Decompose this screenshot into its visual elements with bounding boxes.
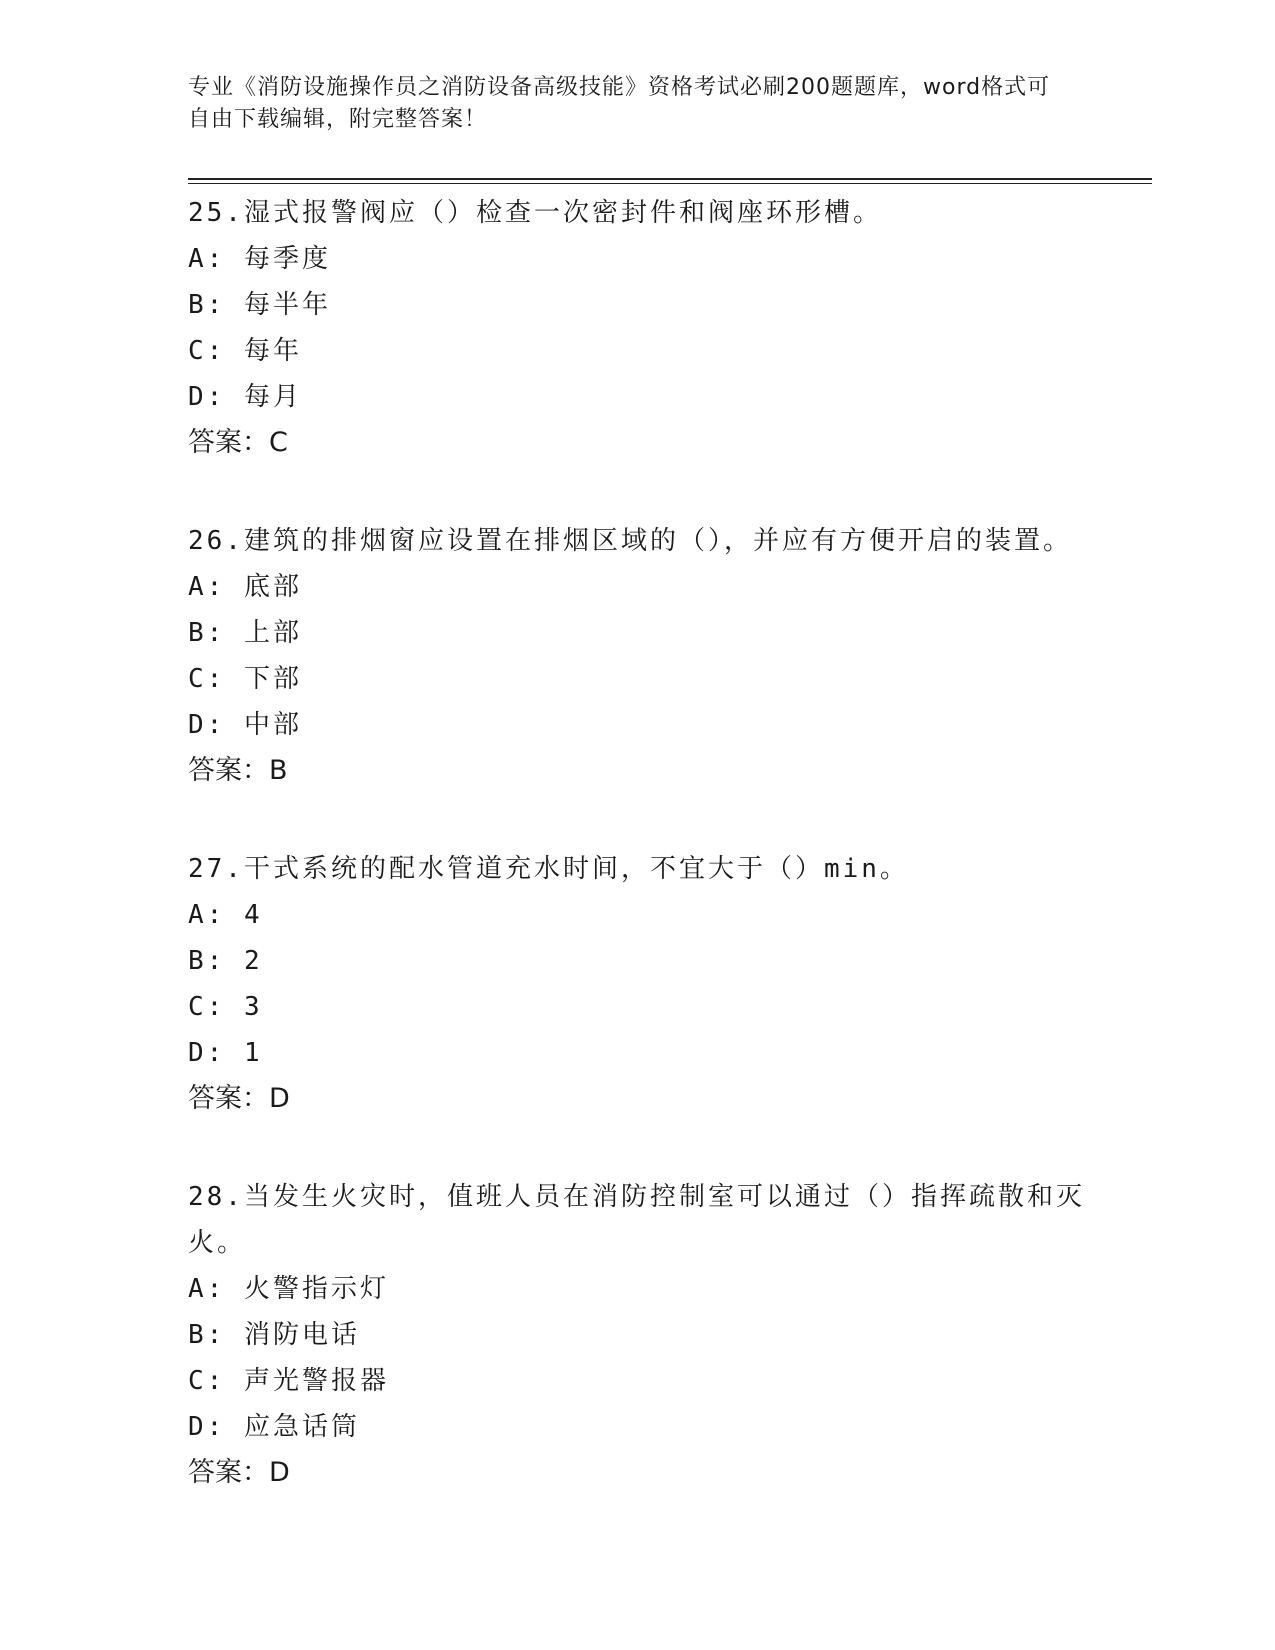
question-item: [188, 846, 1088, 1122]
option-a: A: 每季度: [188, 244, 331, 274]
question-title: 26.建筑的排烟窗应设置在排烟区域的（），并应有方便开启的装置。: [188, 526, 1072, 556]
question-list: [188, 190, 1088, 1548]
option-a: A: 火警指示灯: [188, 1274, 389, 1304]
question-title: 25.湿式报警阀应（）检查一次密封件和阀座环形槽。: [188, 198, 882, 228]
answer-text: 答案：D: [188, 1083, 290, 1114]
option-b: B: 2: [188, 946, 263, 976]
answer-text: 答案：B: [188, 755, 288, 786]
option-a: A: 底部: [188, 572, 302, 602]
option-c: C: 下部: [188, 664, 302, 694]
header-divider-thin: [188, 183, 1152, 184]
option-c: C: 3: [188, 992, 263, 1022]
option-d: D: 中部: [188, 710, 302, 740]
document-header: 专业《消防设施操作员之消防设备高级技能》资格考试必刷200题题库，word格式可自由下载编辑，附完整答案！: [188, 75, 1051, 132]
option-b: B: 消防电话: [188, 1320, 360, 1350]
option-c: C: 每年: [188, 336, 302, 366]
answer-text: 答案：D: [188, 1457, 290, 1488]
option-b: B: 上部: [188, 618, 302, 648]
option-b: B: 每半年: [188, 290, 331, 320]
header-divider-thick: [188, 178, 1152, 180]
question-item: [188, 518, 1088, 794]
option-d: D: 应急话筒: [188, 1412, 360, 1442]
answer-text: 答案：C: [188, 427, 288, 458]
option-a: A: 4: [188, 900, 263, 930]
question-item: [188, 1174, 1088, 1496]
question-item: [188, 190, 1088, 466]
option-d: D: 每月: [188, 382, 302, 412]
question-title: 27.干式系统的配水管道充水时间，不宜大于（）min。: [188, 854, 909, 884]
option-d: D: 1: [188, 1038, 263, 1068]
question-title: 28.当发生火灾时，值班人员在消防控制室可以通过（）指挥疏散和灭火。: [188, 1182, 1085, 1258]
option-c: C: 声光警报器: [188, 1366, 389, 1396]
